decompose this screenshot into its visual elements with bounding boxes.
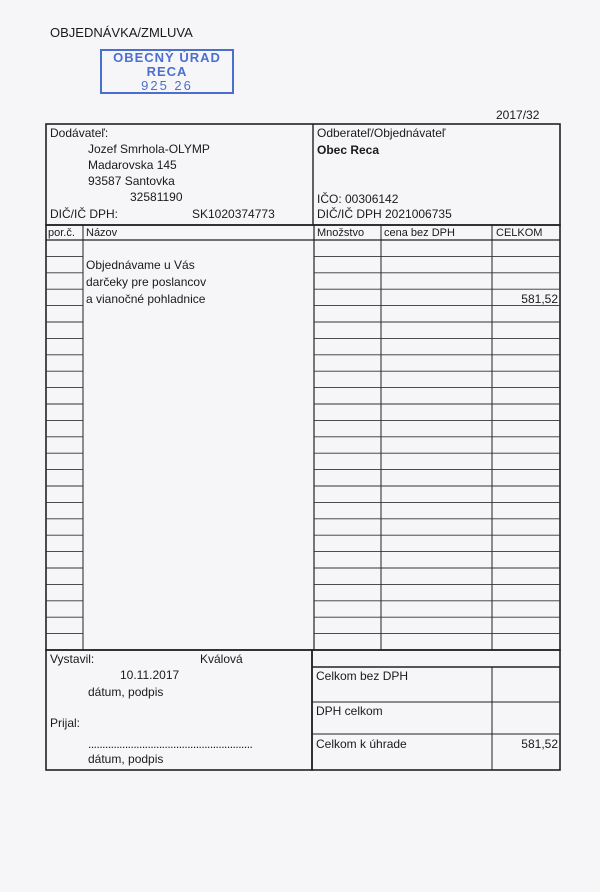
item-description-line-2: darčeky pre poslancov (86, 275, 207, 289)
supplier-vat-label: DIČ/IČ DPH: (50, 207, 119, 221)
issued-label: Vystavil: (50, 652, 95, 666)
buyer-vat: DIČ/IČ DPH 2021006735 (317, 207, 452, 221)
buyer-label: Odberateľ/Objednávateľ (317, 126, 446, 140)
buyer-ico: IČO: 00306142 (317, 192, 399, 206)
col-header-number: por.č. (48, 227, 75, 239)
date-signature-label-1: dátum, podpis (88, 685, 164, 699)
supplier-vat-value: SK1020374773 (192, 207, 275, 221)
received-label: Prijal: (50, 716, 81, 730)
issued-date: 10.11.2017 (120, 668, 180, 682)
supplier-id: 32581190 (130, 190, 183, 204)
signature-dots: .......................................................... (88, 737, 253, 751)
date-signature-label-2: dátum, podpis (88, 752, 164, 766)
col-header-total: CELKOM (496, 227, 543, 239)
col-header-name: Názov (86, 227, 118, 239)
item-description-line-1: Objednávame u Vás (86, 258, 195, 272)
buyer-name: Obec Reca (317, 143, 380, 157)
stamp-line-2: RECA (146, 64, 188, 79)
document-title: OBJEDNÁVKA/ZMLUVA (50, 25, 193, 40)
order-number: 2017/32 (496, 108, 540, 122)
stamp-line-3: 925 26 (141, 78, 193, 93)
stamp-line-1: OBECNÝ ÚRAD (113, 50, 221, 65)
supplier-name: Jozef Smrhola-OLYMP (88, 142, 210, 156)
total-due-label: Celkom k úhrade (316, 737, 407, 751)
col-header-price: cena bez DPH (384, 227, 455, 239)
supplier-street: Madarovska 145 (88, 158, 177, 172)
issued-name: Kválová (200, 652, 243, 666)
total-due-value: 581,52 (521, 737, 558, 751)
total-without-vat-label: Celkom bez DPH (316, 669, 409, 683)
vat-total-label: DPH celkom (316, 704, 383, 718)
item-description-line-3: a vianočné pohladnice (86, 292, 206, 306)
office-stamp (100, 49, 234, 94)
supplier-city: 93587 Santovka (88, 174, 175, 188)
col-header-quantity: Množstvo (317, 227, 365, 239)
item-total: 581,52 (521, 292, 558, 306)
supplier-label: Dodávateľ: (50, 126, 109, 140)
